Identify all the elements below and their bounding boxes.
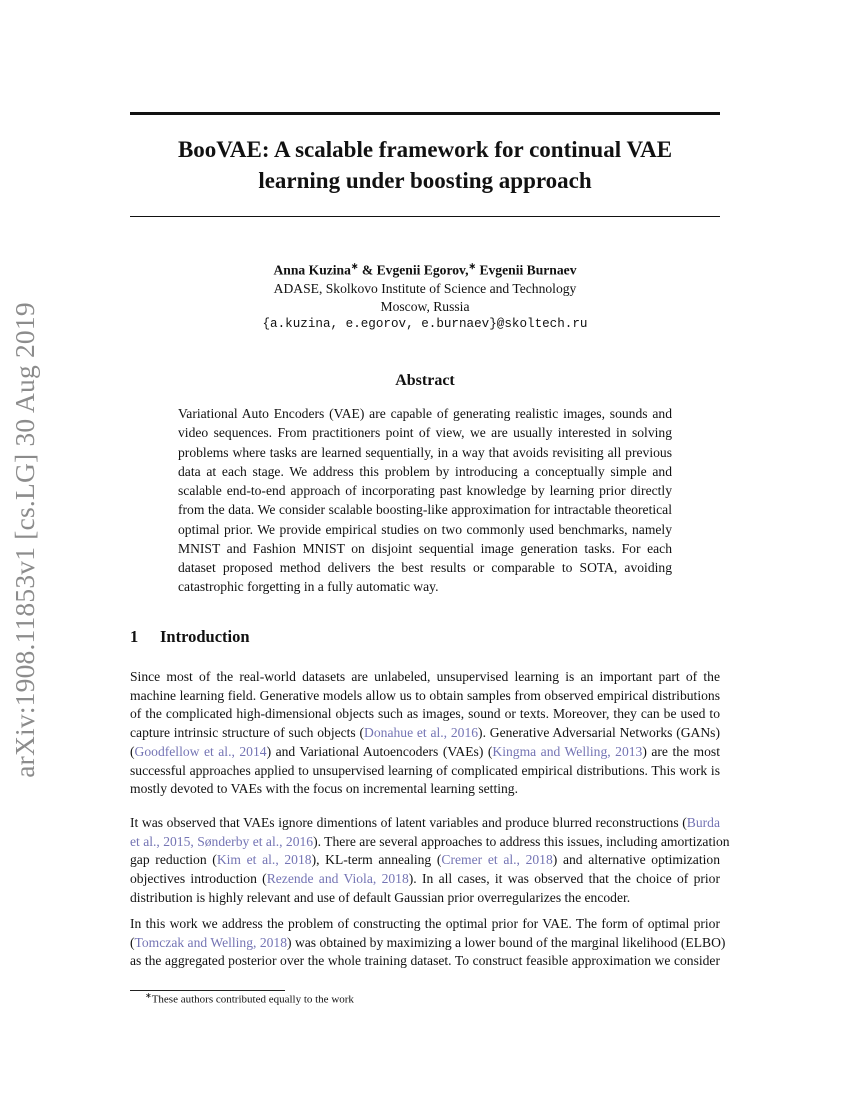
text-line — [178, 520, 672, 539]
text-line — [178, 539, 672, 558]
section-number: 1 — [130, 627, 139, 646]
author-name: & Evgenii Egorov, — [361, 262, 469, 278]
text-line — [178, 558, 672, 577]
text-run: machine learning field. Generative models allow us to obtain samples from observed empirical distributions — [130, 687, 720, 703]
text-line — [178, 481, 672, 500]
footnote — [145, 991, 354, 1006]
text-run: Variational Auto Encoders (VAE) are capable of generating realistic images, sounds and — [178, 406, 672, 421]
text-line — [178, 577, 672, 596]
author-block — [130, 258, 720, 333]
body-paragraph — [130, 668, 720, 799]
text-line — [130, 915, 720, 934]
text-run: video sequences. From practitioners point of view, we are usually interested in solving — [178, 425, 672, 441]
title-bottom-rule — [130, 216, 720, 217]
text-run: scalable end-to-end approach of incorporating past knowledge by learning prior directly — [178, 483, 672, 498]
arxiv-sidebar-stamp: arXiv:1908.11853v1 [cs.LG] 30 Aug 2019 — [9, 302, 40, 778]
text-run: of the complicated high-dimensional objects such as images, sound or texts. Moreover, they can be used to — [130, 706, 720, 722]
text-run: from the data. We consider scalable boosting-like approximation for intractable theoretical — [178, 502, 672, 518]
text-run: as the aggregated posterior over the whole training dataset. To construct feasible approximation we consider — [130, 953, 720, 969]
text-line — [130, 743, 720, 762]
text-run: ). There are several approaches to address this issues, including amortization — [313, 833, 730, 849]
text-run: ( — [130, 934, 135, 950]
abstract-heading: Abstract — [395, 372, 455, 389]
text-run: optimal prior. We provide empirical studies on two commonly used benchmarks, namely — [178, 521, 672, 537]
text-line — [130, 687, 720, 706]
text-run: ( — [130, 743, 135, 759]
body-paragraph — [130, 814, 730, 908]
text-line — [130, 705, 720, 724]
location: Moscow, Russia — [380, 298, 470, 314]
author-names — [130, 258, 720, 279]
text-run: ) was obtained by maximizing a lower bound of the marginal likelihood (ELBO) — [287, 934, 726, 950]
citation-link[interactable]: Tomczak and Welling, 2018 — [134, 934, 288, 950]
author-email: {a.kuzina, e.egorov, e.burnaev}@skoltech.ru — [262, 316, 588, 331]
text-line — [178, 462, 672, 481]
text-run: problems where tasks are learned sequentially, in a way that avoids revisiting all previous — [178, 444, 672, 460]
citation-link[interactable]: Cremer et al., 2018 — [441, 852, 553, 868]
text-run: catastrophic forgetting in a fully automatic way. — [178, 579, 439, 595]
citation-link[interactable]: Rezende and Viola, 2018 — [266, 871, 409, 887]
text-run: In this work we address the problem of constructing the optimal prior for VAE. The form of optimal prior — [130, 916, 720, 931]
author-name: Evgenii Burnaev — [476, 262, 577, 278]
title-line-1: BooVAE: A scalable framework for continual VAE — [177, 137, 673, 162]
text-run: ). Generative Adversarial Networks (GANs) — [478, 725, 721, 741]
citation-link[interactable]: Burda — [686, 815, 720, 830]
text-line — [130, 668, 720, 687]
text-line — [178, 500, 672, 519]
citation-link[interactable]: Donahue et al., 2016 — [364, 725, 479, 741]
text-line — [178, 423, 672, 442]
body-paragraph — [130, 915, 726, 971]
paper-title — [130, 134, 720, 196]
text-run: ). In all cases, it was observed that the choice of prior — [408, 871, 720, 887]
text-run: capture intrinsic structure of such objects ( — [130, 725, 365, 741]
title-line-2: learning under boosting approach — [258, 168, 592, 193]
section-title: Introduction — [160, 627, 250, 646]
text-line — [130, 889, 720, 908]
text-run: objectives introduction ( — [130, 871, 267, 887]
citation-link[interactable]: et al., 2015, Sønderby et al., 2016 — [130, 833, 314, 849]
text-run: data at each stage. We address this problem by introducing a conceptually simple and — [178, 463, 672, 479]
author-name: Anna Kuzina — [273, 262, 351, 278]
citation-link[interactable]: Kingma and Welling, 2013 — [492, 743, 643, 759]
footnote-mark: ∗ — [145, 991, 152, 1000]
text-line — [178, 443, 672, 462]
text-run: ) are the most — [642, 743, 720, 759]
text-line — [130, 833, 730, 852]
text-line — [130, 934, 726, 953]
text-line — [130, 762, 720, 781]
text-run: successful approaches applied to unsupervised learning of complicated empirical distributions. This work is — [130, 762, 720, 778]
text-run: mostly devoted to VAEs with the focus on incremental learning setting. — [130, 781, 518, 797]
text-line — [130, 952, 720, 971]
equal-contribution-mark: ∗ — [468, 261, 477, 271]
text-run: ) and alternative optimization — [552, 852, 720, 868]
text-run: It was observed that VAEs ignore dimentions of latent variables and produce blurred reconstructions ( — [130, 815, 687, 830]
text-line — [130, 780, 720, 799]
text-line — [178, 404, 672, 423]
text-line — [130, 814, 720, 833]
text-run: ) and Variational Autoencoders (VAEs) ( — [266, 743, 493, 759]
footnote-text: These authors contributed equally to the work — [151, 993, 354, 1006]
text-line — [130, 870, 720, 889]
abstract-text — [178, 404, 672, 597]
citation-link[interactable]: Goodfellow et al., 2014 — [134, 743, 267, 759]
text-run: distribution is highly relevant and use of default Gaussian prior overregularizes the encoder. — [130, 889, 631, 905]
section-heading — [130, 627, 250, 647]
text-run: Since most of the real-world datasets are unlabeled, unsupervised learning is an important part of the — [130, 669, 720, 684]
citation-link[interactable]: Kim et al., 2018 — [216, 852, 312, 868]
text-line — [130, 724, 720, 743]
equal-contribution-mark: ∗ — [350, 261, 359, 271]
text-run: gap reduction ( — [130, 852, 217, 868]
text-run: dataset proposed method delivers the best results or comparable to SOTA, avoiding — [178, 560, 672, 575]
affiliation: ADASE, Skolkovo Institute of Science and Technology — [273, 280, 577, 296]
title-top-rule — [130, 112, 720, 115]
text-run: MNIST and Fashion MNIST on disjoint sequential image generation tasks. For each — [178, 540, 672, 556]
text-line — [130, 851, 720, 870]
text-run: ), KL-term annealing ( — [311, 852, 442, 868]
